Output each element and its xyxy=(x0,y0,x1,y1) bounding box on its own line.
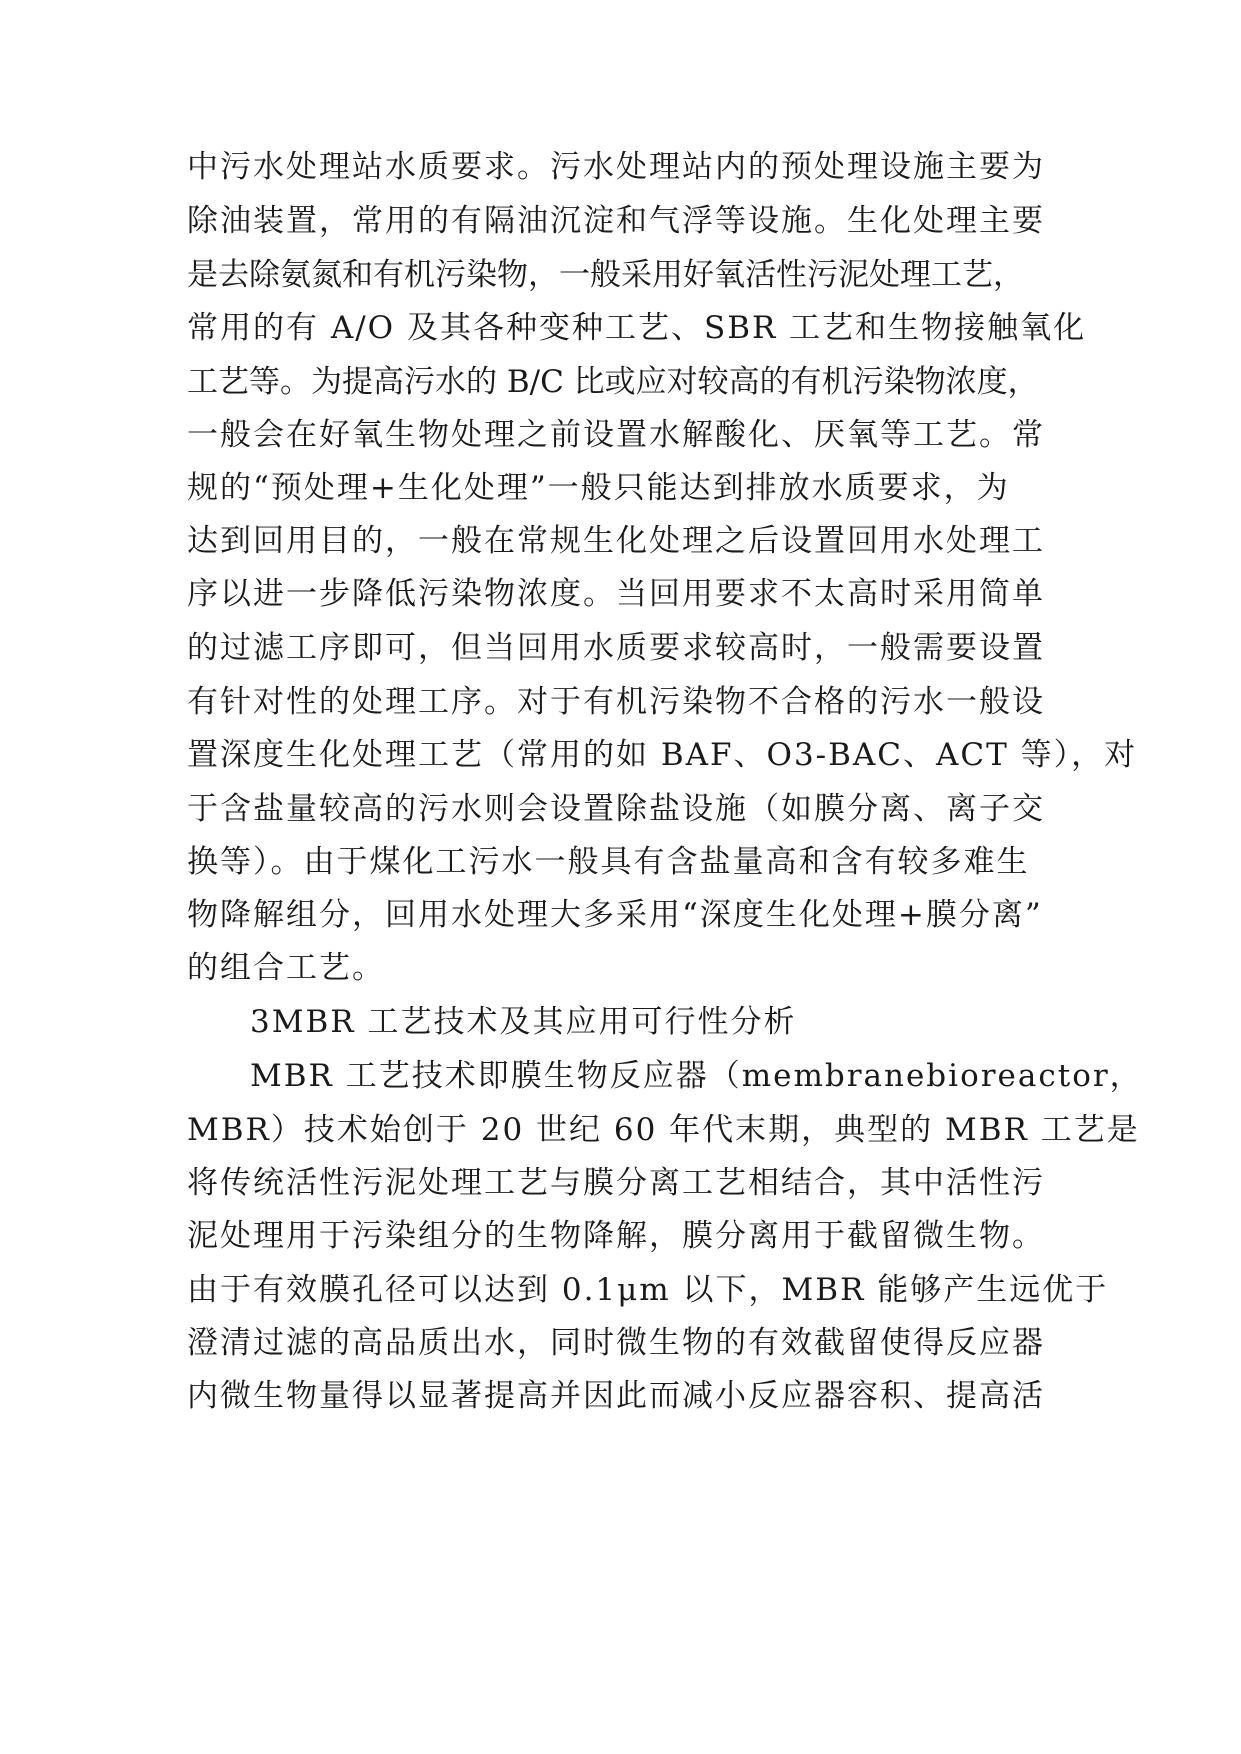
paragraph-line: 的过滤工序即可，但当回用水质要求较高时，一般需要设置 xyxy=(187,630,1045,666)
paragraph-line: 澄清过滤的高品质出水，同时微生物的有效截留使得反应器 xyxy=(187,1325,1045,1361)
paragraph-line: 除油装置，常用的有隔油沉淀和气浮等设施。生化处理主要 xyxy=(187,203,1045,239)
paragraph-line: 置深度生化处理工艺（常用的如 BAF、O3-BAC、ACT 等），对 xyxy=(187,737,1138,773)
paragraph-line: 泥处理用于污染组分的生物降解，膜分离用于截留微生物。 xyxy=(187,1218,1045,1254)
paragraph-line: 物降解组分，回用水处理大多采用“深度生化处理+膜分离” xyxy=(187,897,1043,933)
paragraph-line: 有针对性的处理工序。对于有机污染物不合格的污水一般设 xyxy=(187,684,1045,720)
paragraph-line: 内微生物量得以显著提高并因此而减小反应器容积、提高活 xyxy=(187,1378,1045,1414)
paragraph-line: 工艺等。为提高污水的 B/C 比或应对较高的有机污染物浓度， xyxy=(187,364,1039,400)
paragraph-line: 一般会在好氧生物处理之前设置水解酸化、厌氧等工艺。常 xyxy=(187,417,1045,453)
paragraph-line: 换等）。由于煤化工污水一般具有含盐量高和含有较多难生 xyxy=(187,844,1030,880)
paragraph-line: 达到回用目的，一般在常规生化处理之后设置回用水处理工 xyxy=(187,523,1045,559)
paragraph-line: 于含盐量较高的污水则会设置除盐设施（如膜分离、离子交 xyxy=(187,791,1045,827)
paragraph-line: 常用的有 A/O 及其各种变种工艺、SBR 工艺和生物接触氧化 xyxy=(187,310,1087,346)
paragraph-line: MBR 工艺技术即膜生物反应器（membranebioreactor， xyxy=(250,1058,1143,1094)
paragraph-line: 的组合工艺。 xyxy=(187,950,385,986)
section-heading: 3MBR 工艺技术及其应用可行性分析 xyxy=(250,1004,797,1040)
paragraph-line: 中污水处理站水质要求。污水处理站内的预处理设施主要为 xyxy=(187,149,1045,185)
paragraph-line: 是去除氨氮和有机污染物，一般采用好氧活性污泥处理工艺， xyxy=(187,257,1024,293)
paragraph-line: 规的“预处理+生化处理”一般只能达到排放水质要求，为 xyxy=(187,470,1010,506)
paragraph-line: MBR）技术始创于 20 世纪 60 年代末期，典型的 MBR 工艺是 xyxy=(187,1112,1140,1148)
paragraph-line: 将传统活性污泥处理工艺与膜分离工艺相结合，其中活性污 xyxy=(187,1165,1045,1201)
paragraph-line: 序以进一步降低污染物浓度。当回用要求不太高时采用简单 xyxy=(187,576,1045,612)
paragraph-line: 由于有效膜孔径可以达到 0.1μm 以下，MBR 能够产生远优于 xyxy=(187,1272,1109,1308)
